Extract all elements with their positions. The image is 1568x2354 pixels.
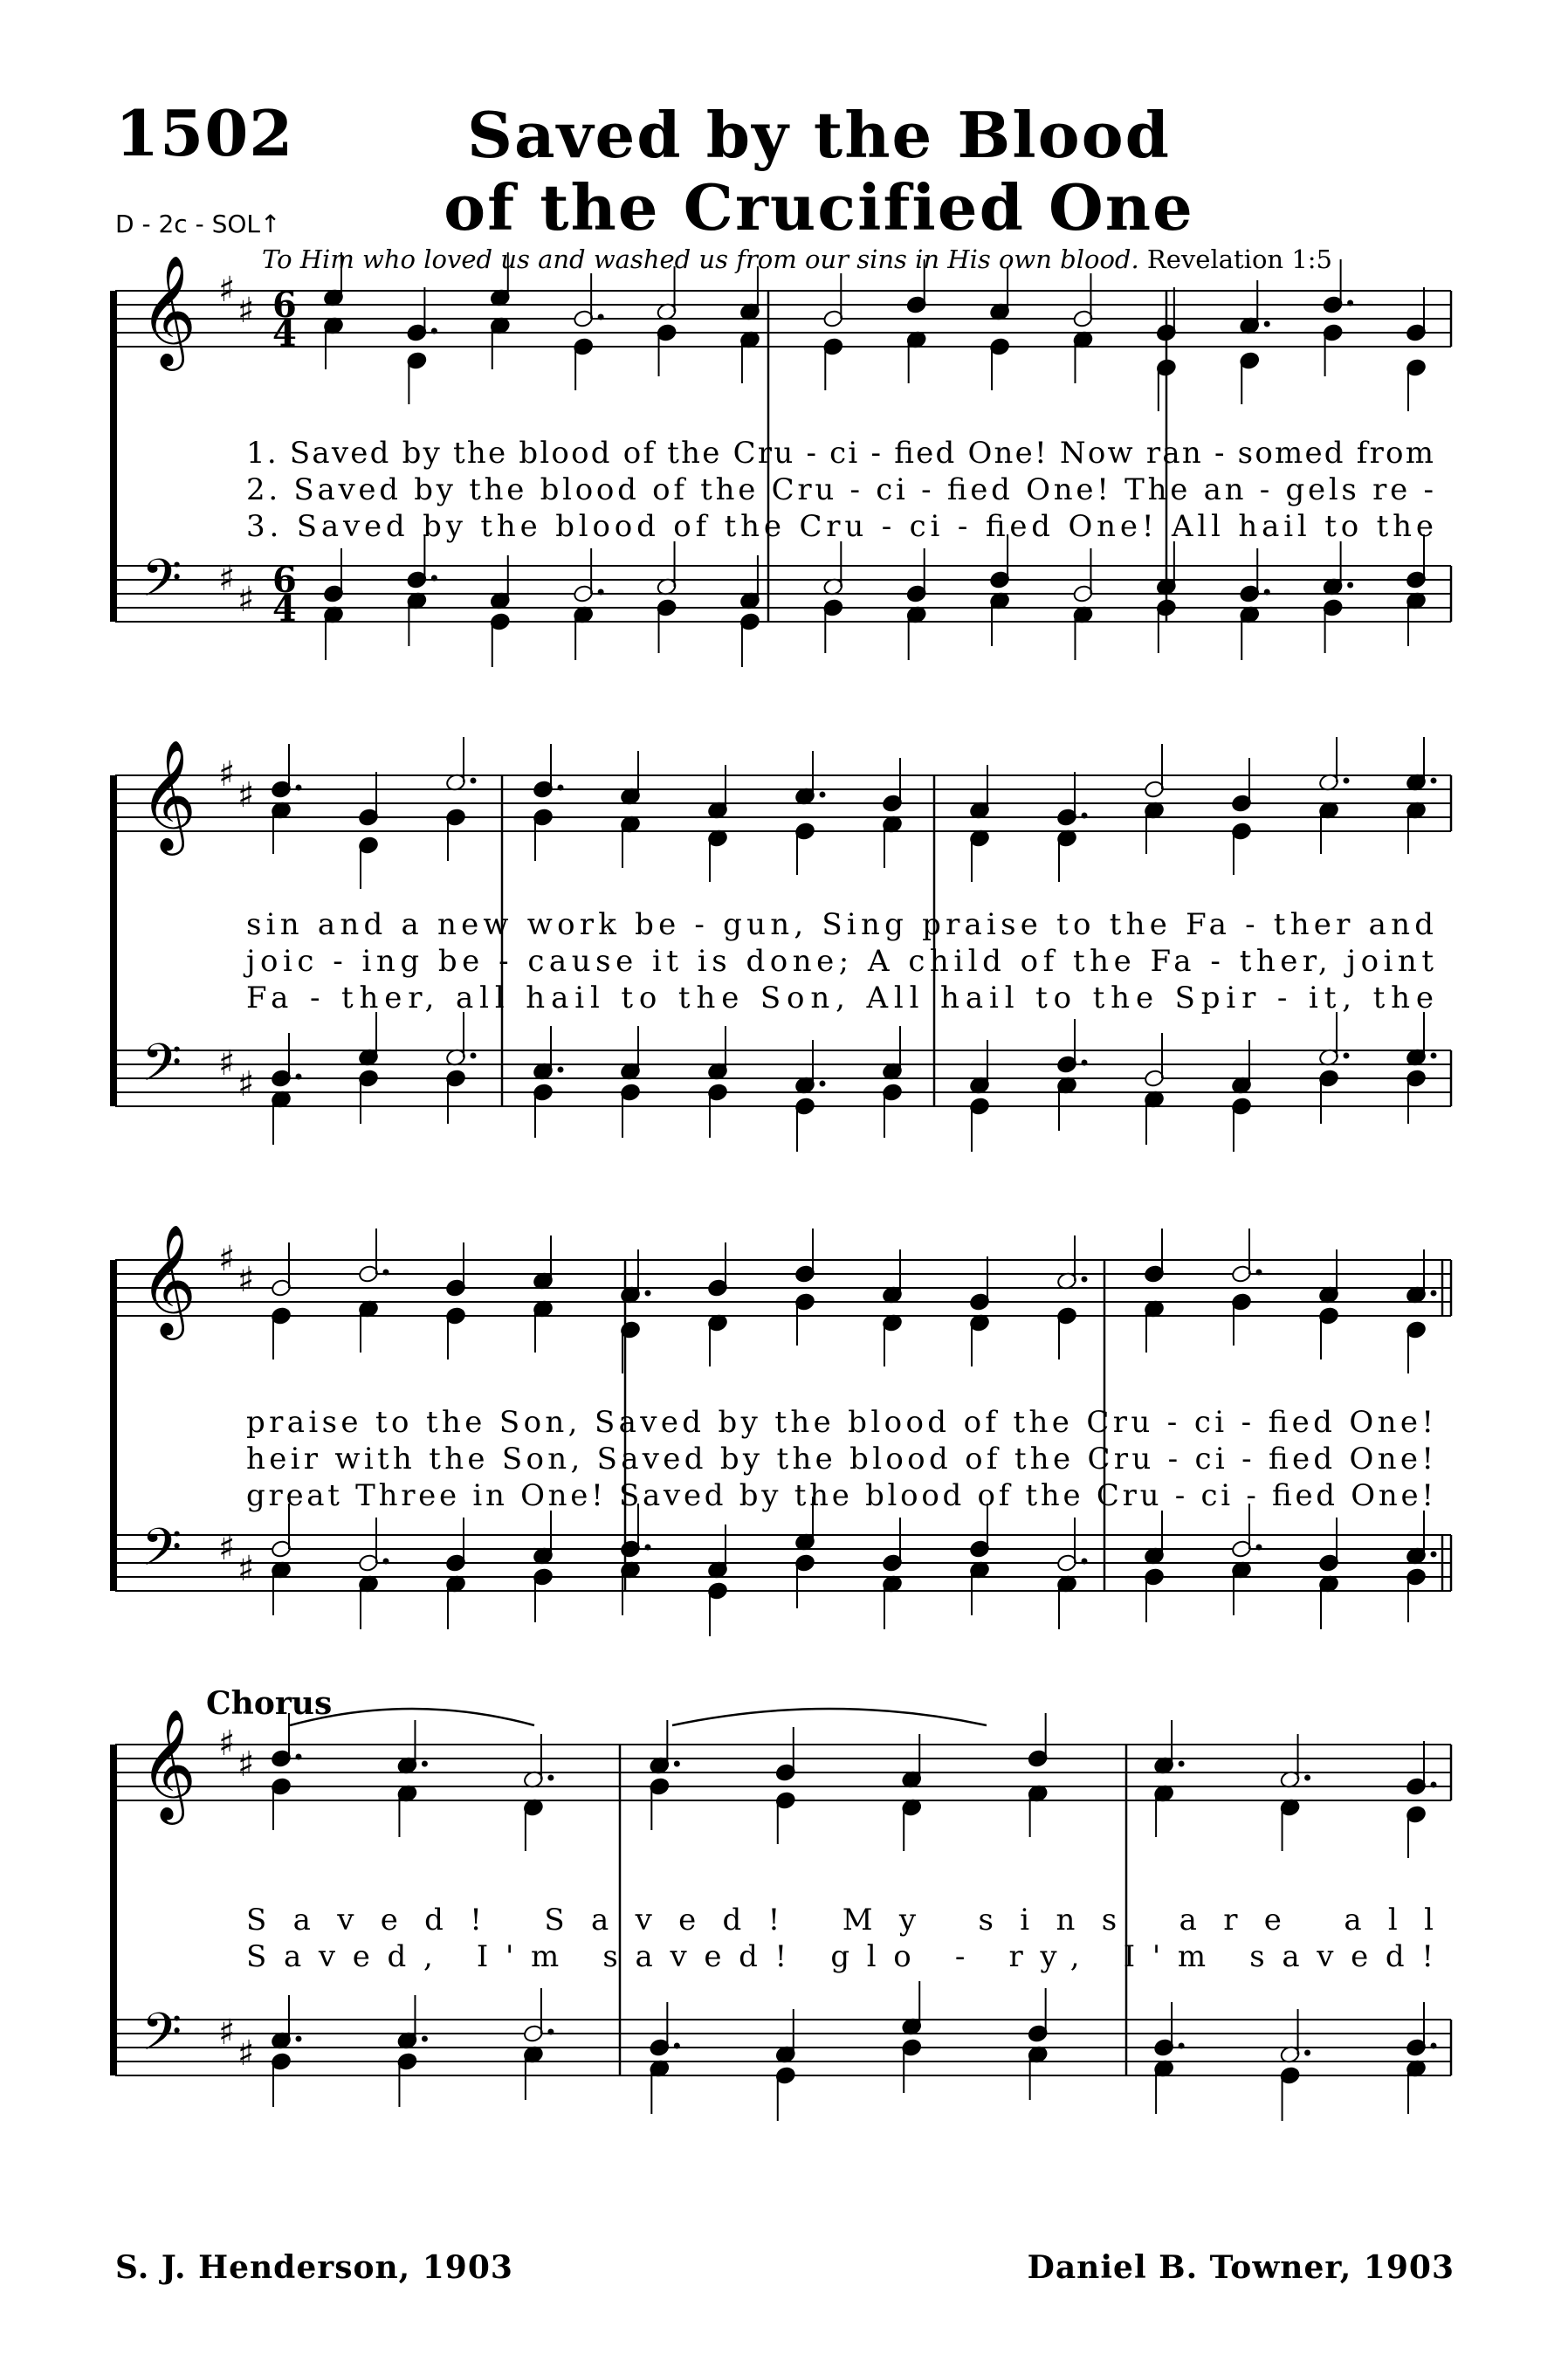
augmentation-dot [558,785,564,791]
augmentation-dot [558,1067,564,1073]
sharp-sign: ♯ [218,2013,236,2053]
sharp-sign: ♯ [218,559,236,599]
scripture-reference: Revelation 1:5 [1146,244,1332,274]
augmentation-dot [598,589,604,595]
slur [672,1709,987,1725]
composer-credit: Daniel B. Towner, 1903 [1027,2249,1455,2286]
treble-clef: 𝄞 [140,1708,197,1820]
lyric-line-3: Fa - ther, all hail to the Son, All hail to the Spir - it, the [246,981,1434,1015]
hymn-title-line-2: of the Crucified One [444,170,1194,244]
sharp-sign: ♯ [237,1260,255,1300]
augmentation-dot [645,1291,651,1297]
lyric-line-1: 1. Saved by the blood of the Cru - ci - fied One! Now ran - somed from [246,436,1434,471]
sharp-sign: ♯ [218,1528,236,1568]
hymn-title-line-1: Saved by the Blood [466,98,1172,172]
augmentation-dot [1344,778,1350,784]
augmentation-dot [1082,1060,1088,1066]
augmentation-dot [1347,300,1353,306]
augmentation-dot [296,1074,302,1080]
bass-clef: 𝄢 [141,1032,182,1105]
augmentation-dot [547,1775,554,1781]
augmentation-dot [431,575,437,582]
augmentation-dot [820,1081,826,1087]
augmentation-dot [1256,1270,1262,1276]
augmentation-dot [674,1761,680,1767]
sharp-sign: ♯ [237,580,255,620]
augmentation-dot [1431,778,1437,784]
augmentation-dot [1082,1277,1088,1283]
augmentation-dot [383,1270,389,1276]
author-credit: S. J. Henderson, 1903 [115,2249,513,2286]
treble-clef: 𝄞 [140,739,197,850]
augmentation-dot [1082,1559,1088,1565]
lyric-line-3: 3. Saved by the blood of the Cru - ci - fied One! All hail to the [246,509,1434,544]
lyric-line-2: 2. Saved by the blood of the Cru - ci - fied One! The an - gels re - [246,472,1434,507]
augmentation-dot [1264,589,1270,595]
augmentation-dot [1431,1782,1437,1788]
sharp-sign: ♯ [237,2034,255,2074]
time-signature-bottom: 4 [272,313,297,354]
augmentation-dot [598,314,604,320]
sharp-sign: ♯ [237,1549,255,1589]
augmentation-dot [431,328,437,334]
treble-clef: 𝄞 [140,1223,197,1335]
augmentation-dot [1179,1761,1185,1767]
augmentation-dot [1347,582,1353,588]
augmentation-dot [1264,321,1270,327]
sharp-sign: ♯ [218,1043,236,1084]
augmentation-dot [1304,2050,1310,2056]
sharp-sign: ♯ [218,1724,236,1764]
scripture-quote: To Him who loved us and washed us from our sins in His own blood. [262,244,1139,274]
lyric-line-1: praise to the Son, Saved by the blood of the Cru - ci - fied One! [246,1405,1434,1440]
sharp-sign: ♯ [237,291,255,331]
augmentation-dot [645,1545,651,1551]
sharp-sign: ♯ [237,1745,255,1785]
augmentation-dot [422,2036,428,2042]
augmentation-dot [674,2043,680,2049]
augmentation-dot [296,2036,302,2042]
lyric-line-2: heir with the Son, Saved by the blood of the Cru - ci - fied One! [246,1442,1434,1476]
bass-staff [115,1050,1451,1106]
sharp-sign: ♯ [218,754,236,795]
key-info: D - 2c - SOL↑ [115,210,281,238]
bass-clef: 𝄢 [141,1517,182,1590]
treble-clef: 𝄞 [140,254,197,366]
augmentation-dot [1344,1053,1350,1059]
augmentation-dot [1179,2043,1185,2049]
augmentation-dot [471,778,477,784]
sharp-sign: ♯ [218,270,236,310]
augmentation-dot [1431,1552,1437,1558]
augmentation-dot [1256,1545,1262,1551]
treble-staff [115,1260,1451,1316]
bass-clef: 𝄢 [141,547,182,621]
augmentation-dot [296,785,302,791]
lyric-line-3: great Three in One! Saved by the blood of the Cru - ci - fied One! [246,1478,1434,1513]
augmentation-dot [383,1559,389,1565]
sharp-sign: ♯ [237,1064,255,1105]
time-signature-bottom: 4 [272,588,297,630]
time-signature-top: 6 [272,285,297,326]
augmentation-dot [471,1053,477,1059]
augmentation-dot [1431,1053,1437,1059]
augmentation-dot [1082,813,1088,819]
augmentation-dot [820,792,826,798]
bass-clef: 𝄢 [141,2001,182,2075]
time-signature-top: 6 [272,560,297,601]
augmentation-dot [547,2029,554,2035]
slur [290,1709,534,1725]
sharp-sign: ♯ [237,775,255,816]
bass-staff [115,1535,1451,1591]
lyric-line-2: joic - ing be - cause it is done; A child of the Fa - ther, joint [246,944,1434,979]
augmentation-dot [422,1761,428,1767]
lyric-line-2: Saved, I'm saved! glo - ry, I'm saved! [246,1939,1434,1974]
augmentation-dot [1431,1291,1437,1297]
lyric-line-1: Saved! Saved! My sins are all [246,1903,1434,1938]
sharp-sign: ♯ [218,1239,236,1279]
augmentation-dot [1431,2043,1437,2049]
augmentation-dot [296,1754,302,1760]
chorus-label: Chorus [206,1685,333,1722]
hymn-number: 1502 [115,96,294,170]
lyric-line-1: sin and a new work be - gun, Sing praise to the Fa - ther and [246,907,1434,942]
augmentation-dot [1304,1775,1310,1781]
